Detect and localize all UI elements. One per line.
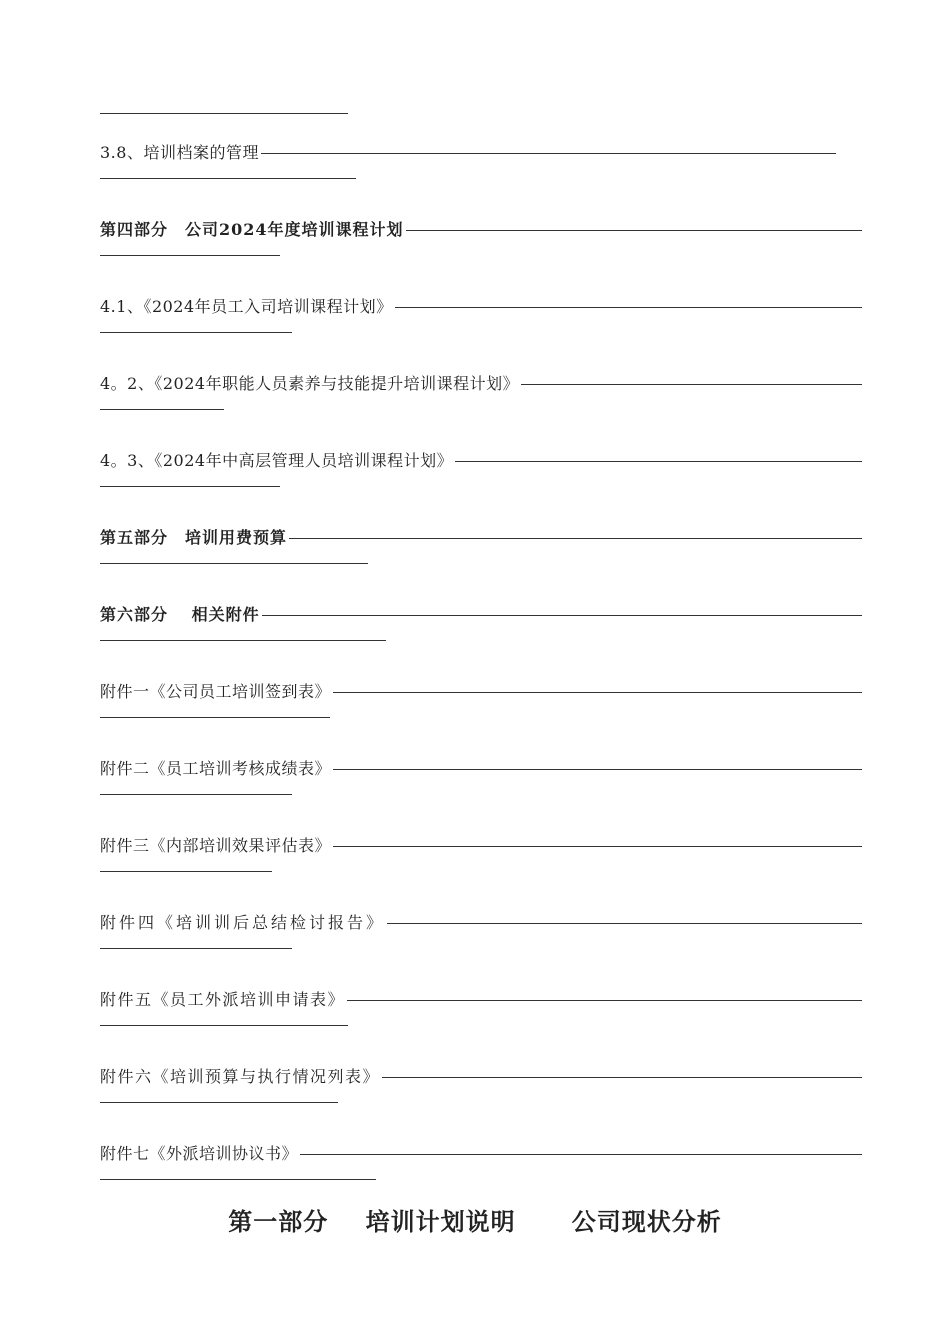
toc-entry-label: 第五部分 培训用费预算 [100, 528, 288, 547]
toc-entry-label: 4。2、《2024年职能人员素养与技能提升培训课程计划》 [100, 374, 520, 393]
toc-entry-appendix-5[interactable] [100, 988, 862, 1026]
toc-leader-continuation [100, 1102, 338, 1103]
toc-entry-label: 附件一《公司员工培训签到表》 [100, 682, 332, 701]
toc-leader-continuation [100, 1179, 376, 1180]
toc-entry-label: 4.1、《2024年员工入司培训课程计划》 [100, 297, 393, 316]
section-subtitle: 公司现状分析 [571, 1207, 722, 1236]
toc-leader-line [395, 307, 862, 308]
toc-leader-line [347, 1000, 862, 1001]
toc-entry-label: 附件七《外派培训协议书》 [100, 1144, 299, 1163]
toc-leader-line [455, 461, 862, 462]
toc-entry-label: 4。3、《2024年中高层管理人员培训课程计划》 [100, 451, 454, 470]
toc-entry-3-8[interactable] [100, 141, 862, 179]
toc-leader-continuation [100, 332, 292, 333]
toc-entry-appendix-7[interactable] [100, 1142, 862, 1180]
toc-leader-continuation [100, 1025, 348, 1026]
toc-leader-line [406, 230, 862, 231]
toc-entry-4-2[interactable] [100, 372, 862, 410]
toc-leader-line [521, 384, 862, 385]
toc-leader-line [333, 769, 862, 770]
toc-leader-line [262, 615, 862, 616]
leader-line-continuation [100, 113, 348, 114]
toc-leader-continuation [100, 486, 280, 487]
toc-leader-continuation [100, 178, 356, 179]
section-part: 第一部分 [228, 1207, 329, 1236]
toc-entry-part-5[interactable] [100, 526, 862, 564]
toc-leader-line [300, 1154, 862, 1155]
toc-entry-part-6[interactable] [100, 603, 862, 641]
toc-entry-appendix-4[interactable] [100, 911, 862, 949]
toc-entry-appendix-6[interactable] [100, 1065, 862, 1103]
toc-entry-appendix-2[interactable] [100, 757, 862, 795]
toc-leader-continuation [100, 794, 292, 795]
toc-leader-line [333, 692, 862, 693]
toc-leader-line [387, 923, 862, 924]
toc-entry-label: 附件四《培训训后总结检讨报告》 [100, 913, 386, 932]
toc-leader-line [261, 153, 836, 154]
toc-leader-continuation [100, 409, 224, 410]
toc-leader-line [333, 846, 862, 847]
toc-entry-label: 第四部分 公司2024年度培训课程计划 [100, 220, 404, 239]
toc-entry-part-4[interactable] [100, 218, 862, 256]
toc-entry-4-1[interactable] [100, 295, 862, 333]
toc-entry-label: 附件六《培训预算与执行情况列表》 [100, 1067, 381, 1086]
toc-entry-label: 第六部分 相关附件 [100, 605, 260, 624]
toc-entry-label: 附件三《内部培训效果评估表》 [100, 836, 332, 855]
toc-entry-appendix-3[interactable] [100, 834, 862, 872]
toc-leader-continuation [100, 871, 272, 872]
toc-leader-line [289, 538, 862, 539]
section-heading [0, 1205, 950, 1239]
toc-entry-label: 附件二《员工培训考核成绩表》 [100, 759, 332, 778]
toc-leader-continuation [100, 717, 330, 718]
toc-leader-continuation [100, 948, 292, 949]
toc-leader-line [382, 1077, 862, 1078]
toc-leader-continuation [100, 255, 280, 256]
toc-entry-4-3[interactable] [100, 449, 862, 487]
section-title: 培训计划说明 [365, 1207, 516, 1236]
toc-entry-label: 附件五《员工外派培训申请表》 [100, 990, 346, 1009]
toc-leader-continuation [100, 563, 368, 564]
toc-entry-appendix-1[interactable] [100, 680, 862, 718]
toc-entry-label: 3.8、培训档案的管理 [100, 143, 259, 162]
toc-leader-continuation [100, 640, 386, 641]
